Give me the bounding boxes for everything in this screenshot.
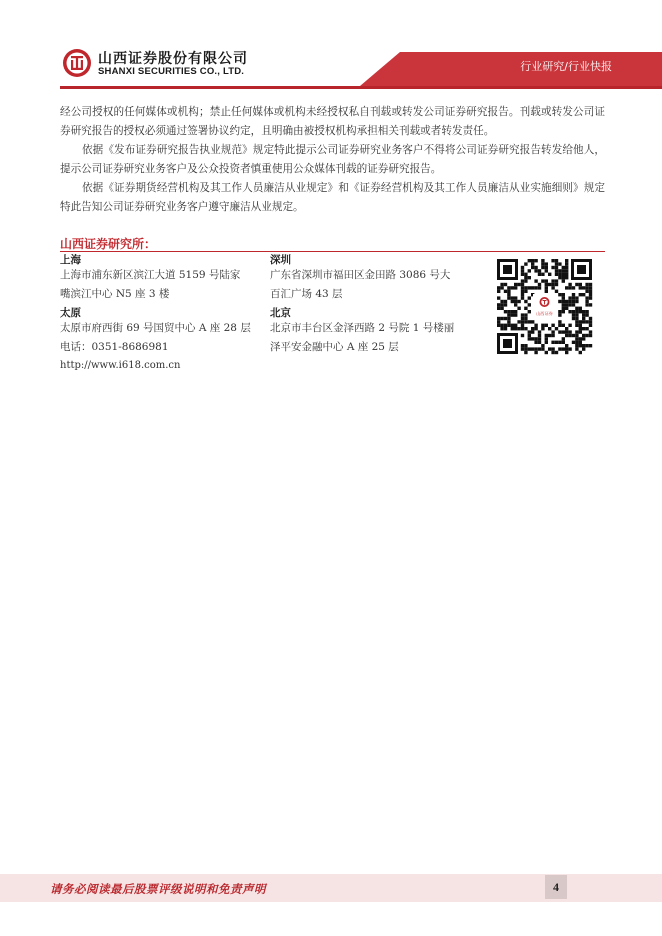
address-shanghai-line1: 上海市浦东新区滨江大道 5159 号陆家: [60, 269, 241, 281]
report-type-label: 行业研究/行业快报: [520, 60, 612, 73]
paragraph-integrity-notice: 依据《证券期货经营机构及其工作人员廉洁从业规定》和《证券经营机构及其工作人员廉洁从业实施细则》规定特此告知公司证券研究业务客户遵守廉洁从业规定。: [60, 182, 605, 213]
city-shanghai: 上海: [60, 254, 81, 266]
qr-code-icon: [496, 258, 593, 355]
website-link[interactable]: http://www.i618.com.cn: [60, 360, 181, 371]
paragraph-forwarding-notice: 依据《发布证券研究报告执业规范》规定特此提示公司证券研究业务客户不得将公司证券研究报告转发给他人，提示公司证券研究业务客户及公众投资者慎重使用公众媒体刊载的证券研究报告。: [60, 144, 605, 175]
company-name-en: SHANXI SECURITIES CO., LTD.: [98, 66, 245, 77]
city-shenzhen: 深圳: [270, 254, 291, 266]
page-header: [0, 0, 662, 90]
page-number: 4: [545, 875, 567, 899]
address-beijing-line2: 泽平安金融中心 A 座 25 层: [270, 341, 399, 353]
shanxi-securities-logo-icon: [62, 48, 92, 78]
footer-disclaimer: 请务必阅读最后股票评级说明和免责声明: [50, 882, 266, 896]
qr-center-label: 山西证券: [536, 311, 553, 316]
contact-rule: [60, 251, 605, 252]
address-shenzhen-line2: 百汇广场 43 层: [270, 288, 343, 300]
city-taiyuan: 太原: [60, 307, 81, 319]
city-beijing: 北京: [270, 307, 291, 319]
contact-title: 山西证券研究所：: [60, 237, 157, 251]
address-shenzhen-line1: 广东省深圳市福田区金田路 3086 号大: [270, 269, 451, 281]
address-taiyuan-line1: 太原市府西街 69 号国贸中心 A 座 28 层: [60, 322, 251, 334]
header-band: [360, 52, 662, 86]
address-beijing-line1: 北京市丰台区金泽西路 2 号院 1 号楼丽: [270, 322, 455, 334]
paragraph-authorization: 经公司授权的任何媒体或机构；禁止任何媒体或机构未经授权私自刊载或转发公司证券研究报告。刊载或转发公司证券研究报告的授权必须通过签署协议约定，且明确由被授权机构承担相关刊载或者转发责任。: [60, 106, 605, 137]
header-rule: [60, 86, 662, 89]
company-name-cn: 山西证券股份有限公司: [98, 51, 248, 67]
address-shanghai-line2: 嘴滨江中心 N5 座 3 楼: [60, 288, 170, 300]
phone-taiyuan: 电话：0351-8686981: [60, 341, 169, 353]
